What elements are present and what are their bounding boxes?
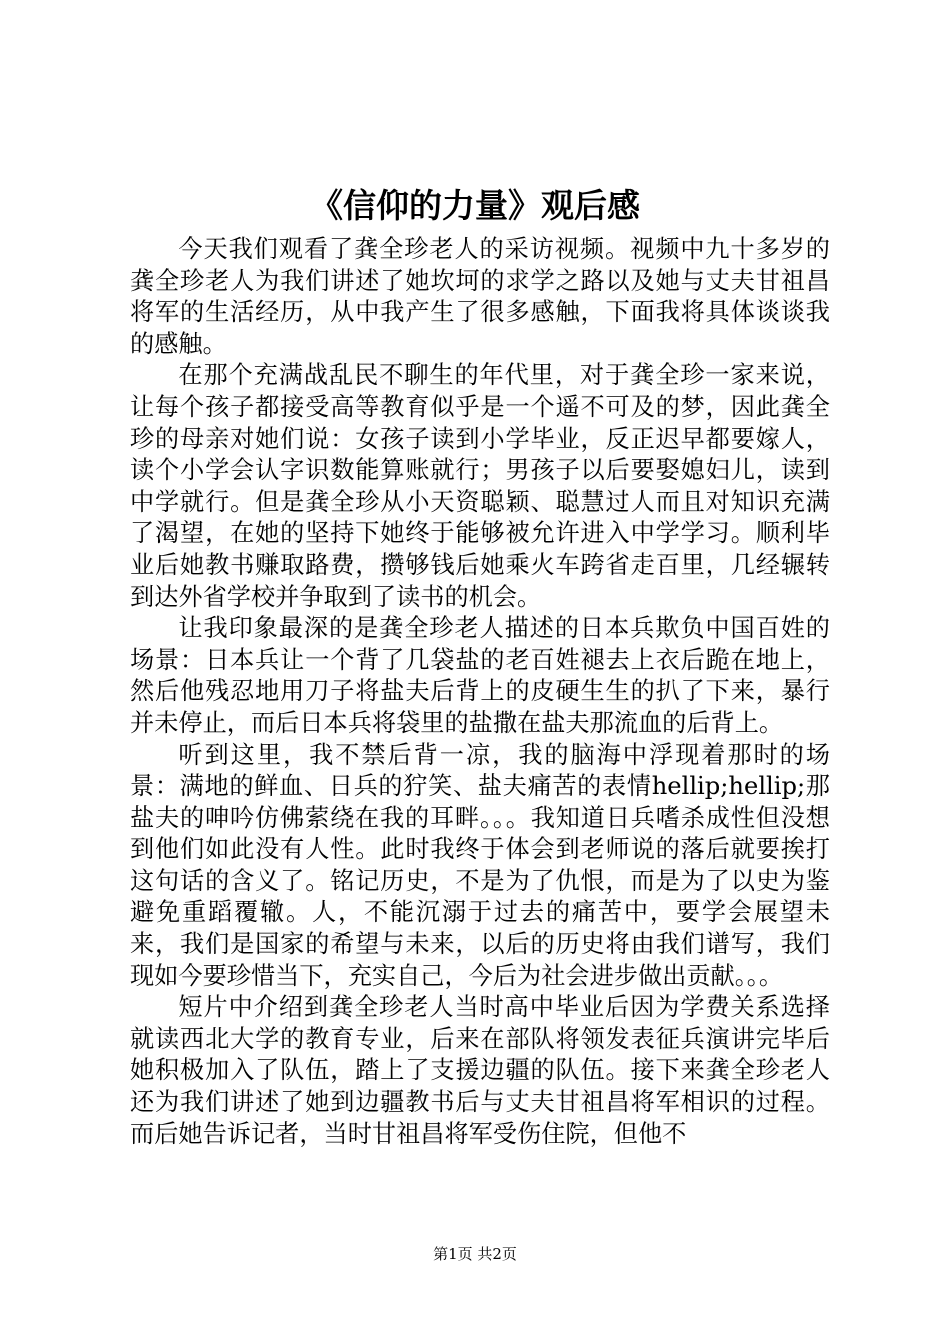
- document-body: [130, 234, 830, 1184]
- paragraph-1: 今天我们观看了龚全珍老人的采访视频。视频中九十多岁的龚全珍老人为我们讲述了她坎坷的求学之路以及她与丈夫甘祖昌将军的生活经历，从中我产生了很多感触，下面我将具体谈谈我的感触。: [130, 235, 830, 358]
- page-number-footer: 第1页 共2页: [433, 1245, 517, 1263]
- paragraph-5: 短片中介绍到龚全珍老人当时高中毕业后因为学费关系选择就读西北大学的教育专业，后来在部队将领发表征兵演讲完毕后她积极加入了队伍，踏上了支援边疆的队伍。接下来龚全珍老人还为我们讲述了她到边疆教书后与丈夫甘祖昌将军相识的过程。而后她告诉记者，当时甘祖昌将军受伤住院，但他不: [130, 993, 830, 1148]
- paragraph-2: 在那个充满战乱民不聊生的年代里，对于龚全珍一家来说，让每个孩子都接受高等教育似乎是一个遥不可及的梦，因此龚全珍的母亲对她们说：女孩子读到小学毕业，反正迟早都要嫁人，读个小学会认字识数能算账就行；男孩子以后要娶媳妇儿，读到中学就行。但是龚全珍从小天资聪颖、聪慧过人而且对知识充满了渴望，在她的坚持下她终于能够被允许进入中学学习。顺利毕业后她教书赚取路费，攒够钱后她乘火车跨省走百里，几经辗转到达外省学校并争取到了读书的机会。: [130, 361, 830, 611]
- paragraph-3: 让我印象最深的是龚全珍老人描述的日本兵欺负中国百姓的场景：日本兵让一个背了几袋盐的老百姓褪去上衣后跪在地上，然后他残忍地用刀子将盐夫后背上的皮硬生生的扒了下来，暴行并未停止，而后日本兵将袋里的盐撒在盐夫那流血的后背上。: [130, 614, 830, 737]
- document-title: 《信仰的力量》观后感: [310, 186, 640, 225]
- paragraph-4: 听到这里，我不禁后背一凉，我的脑海中浮现着那时的场景：满地的鲜血、日兵的狞笑、盐夫痛苦的表情hellip;hellip;那盐夫的呻吟仿佛萦绕在我的耳畔。。。我知道日兵嗜杀成性但没想到他们如此没有人性。此时我终于体会到老师说的落后就要挨打这句话的含义了。铭记历史，不是为了仇恨，而是为了以史为鉴避免重蹈覆辙。人，不能沉溺于过去的痛苦中，要学会展望未来，我们是国家的希望与未来，以后的历史将由我们谱写，我们现如今要珍惜当下，充实自己，今后为社会进步做出贡献。。。: [130, 740, 830, 990]
